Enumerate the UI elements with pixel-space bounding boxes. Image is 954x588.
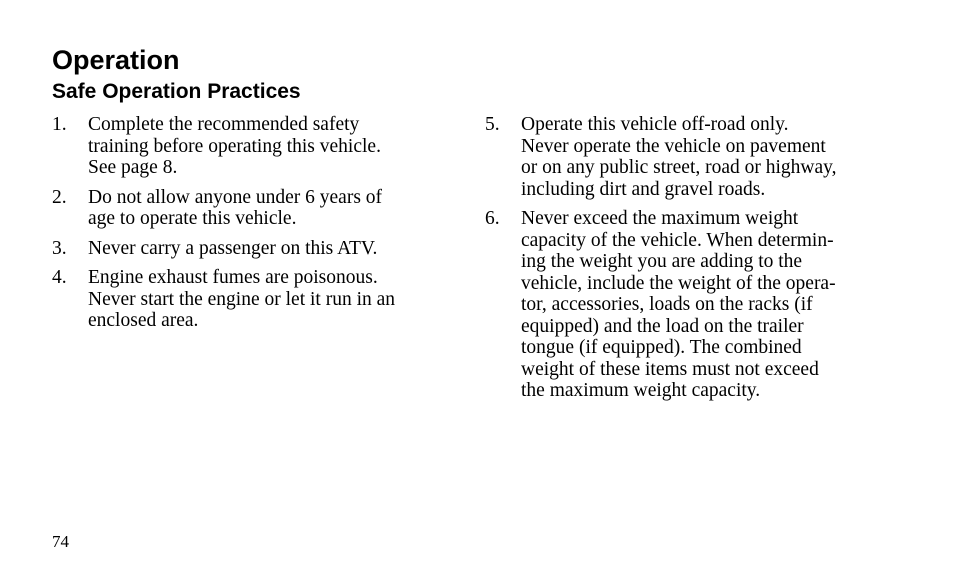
text-line: capacity of the vehicle. When determin-	[521, 229, 834, 251]
item-number: 6.	[485, 208, 500, 229]
list-item-6	[485, 208, 895, 402]
left-column-list	[52, 114, 447, 340]
page-number: 74	[52, 532, 69, 551]
text-line: age to operate this vehicle.	[88, 208, 297, 229]
item-number: 2.	[52, 186, 67, 208]
text-line: Never exceed the maximum weight	[521, 208, 799, 229]
list-item-1	[52, 114, 447, 179]
text-line: tongue (if equipped). The combined	[521, 337, 802, 358]
item-text	[521, 114, 895, 200]
item-text	[88, 114, 447, 179]
section-title: Safe Operation Practices	[52, 80, 301, 103]
item-number: 3.	[52, 237, 67, 259]
text-line: See page 8.	[88, 157, 178, 178]
item-number: 4.	[52, 267, 67, 288]
item-number: 1.	[52, 114, 67, 135]
text-line: tor, accessories, loads on the racks (if	[521, 294, 813, 315]
text-line: Engine exhaust fumes are poisonous.	[88, 267, 378, 288]
text-line: the maximum weight capacity.	[521, 380, 761, 401]
list-item-5	[485, 114, 895, 200]
text-line: ing the weight you are adding to the	[521, 251, 803, 272]
item-text	[521, 208, 895, 402]
text-line: Never start the engine or let it run in an	[88, 288, 396, 310]
text-line: Never carry a passenger on this ATV.	[88, 237, 378, 259]
item-text	[88, 267, 447, 332]
text-line: training before operating this vehicle.	[88, 135, 381, 157]
list-item-4	[52, 267, 447, 332]
right-column-list	[485, 114, 895, 410]
text-line: Complete the recommended safety	[88, 114, 360, 135]
text-line: Operate this vehicle off-road only.	[521, 114, 789, 135]
item-text	[88, 187, 447, 230]
text-line: Never operate the vehicle on pavement	[521, 135, 826, 157]
item-number: 5.	[485, 114, 500, 135]
page-title: Operation	[52, 45, 180, 75]
item-text	[88, 238, 447, 260]
text-line: Do not allow anyone under 6 years of	[88, 186, 383, 208]
text-line: or on any public street, road or highway,	[521, 157, 837, 178]
text-line: vehicle, include the weight of the opera-	[521, 272, 836, 294]
list-item-2	[52, 187, 447, 230]
text-line: including dirt and gravel roads.	[521, 178, 766, 200]
text-line: equipped) and the load on the trailer	[521, 315, 804, 337]
list-item-3	[52, 238, 447, 260]
text-line: weight of these items must not exceed	[521, 358, 819, 380]
text-line: enclosed area.	[88, 310, 199, 331]
